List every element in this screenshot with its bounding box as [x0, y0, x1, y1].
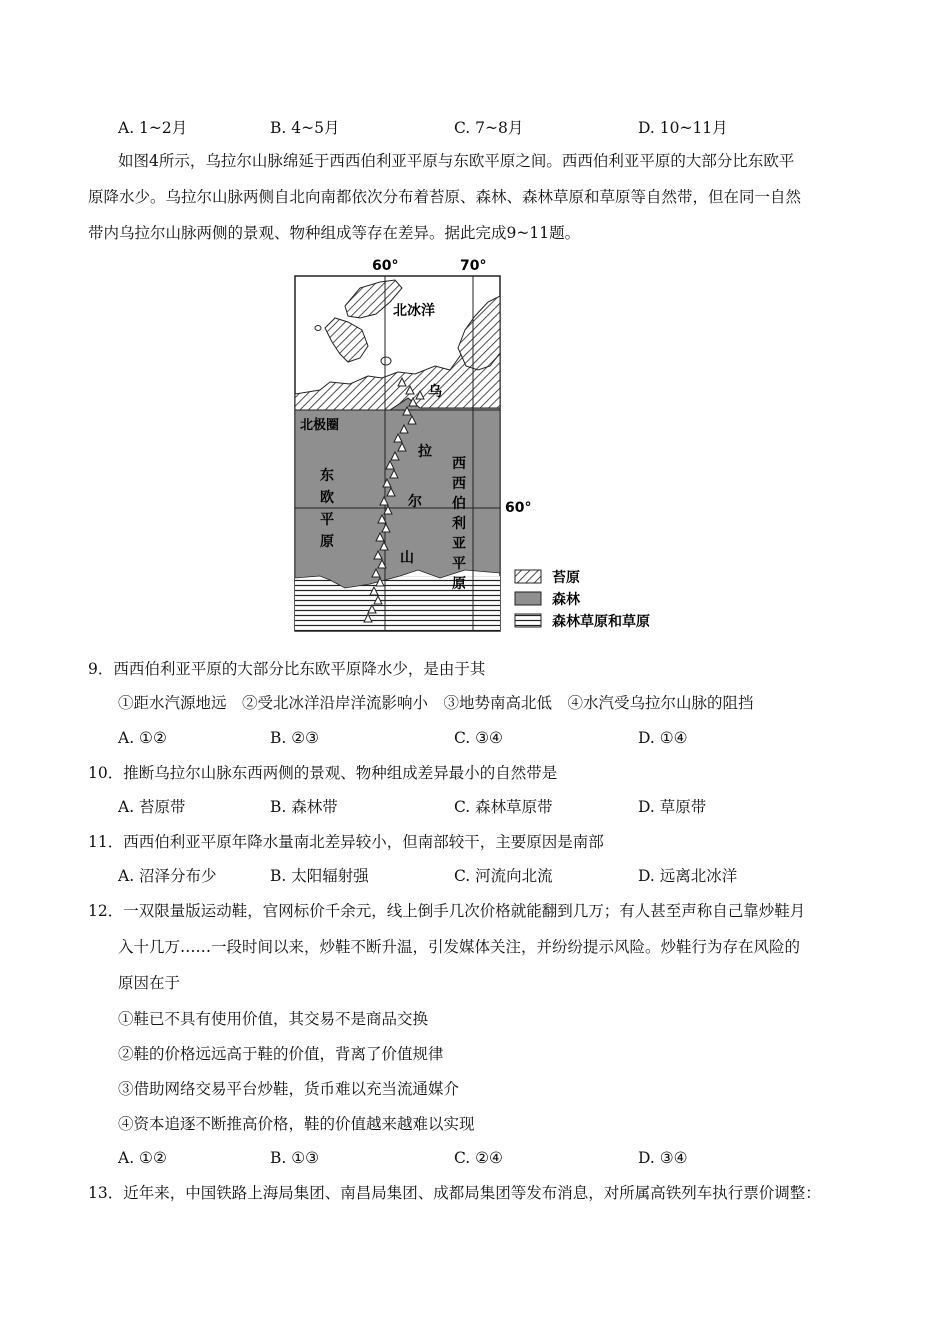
west-plain-char-5: 亚	[452, 536, 466, 552]
east-plain-char-2: 欧	[320, 490, 334, 506]
q11-stem: 11．西西伯利亚平原年降水量南北差异较小，但南部较干，主要原因是南部	[88, 833, 604, 851]
q13-stem: 13．近年来，中国铁路上海局集团、南昌局集团、成都局集团等发布消息，对所属高铁列车执行票价调整：	[88, 1184, 821, 1202]
legend-forest-label: 森林	[552, 592, 580, 608]
west-plain-char-2: 西	[452, 476, 466, 492]
q9-stem: 9．西西伯利亚平原的大部分比东欧平原降水少，是由于其	[88, 660, 486, 678]
ural-char-2: 拉	[418, 444, 432, 460]
q11-option-d: D. 远离北冰洋	[638, 867, 738, 885]
lat-60-label: 60°	[505, 500, 532, 516]
q8-option-d: D. 10~11月	[638, 119, 728, 137]
q12-item-4: ④资本追逐不断推高价格，鞋的价值越来越难以实现	[118, 1115, 475, 1133]
q9-option-c: C. ③④	[454, 729, 503, 747]
q11-option-b: B. 太阳辐射强	[270, 867, 369, 885]
q9-items: ①距水汽源地远 ②受北冰洋沿岸洋流影响小 ③地势南高北低 ④水汽受乌拉尔山脉的阻挡	[118, 694, 754, 712]
ural-char-4: 山	[400, 550, 414, 566]
q9-option-b: B. ②③	[270, 729, 320, 747]
q12-option-d: D. ③④	[638, 1149, 688, 1167]
west-plain-char-6: 平	[452, 556, 466, 572]
island-small-1	[381, 357, 391, 365]
q10-stem: 10．推断乌拉尔山脉东西两侧的景观、物种组成差异最小的自然带是	[88, 764, 558, 782]
q12-item-3: ③借助网络交易平台炒鞋，货币难以充当流通媒介	[118, 1080, 460, 1098]
q10-option-a: A. 苔原带	[118, 798, 186, 816]
legend-steppe-label: 森林草原和草原	[552, 614, 650, 630]
intro-line-3: 带内乌拉尔山脉两侧的景观、物种组成等存在差异。据此完成9~11题。	[88, 224, 581, 242]
q10-option-c: C. 森林草原带	[454, 798, 553, 816]
legend-forest-swatch	[515, 592, 541, 605]
legend-tundra-swatch	[515, 570, 541, 583]
legend-steppe-swatch	[515, 614, 541, 627]
q12-option-b: B. ①③	[270, 1149, 320, 1167]
q8-option-a: A. 1~2月	[118, 119, 188, 137]
q8-option-b: B. 4~5月	[270, 119, 340, 137]
intro-line-1: 如图4所示，乌拉尔山脉绵延于西西伯利亚平原与东欧平原之间。西西伯利亚平原的大部分比东欧平	[118, 152, 795, 170]
q9-option-d: D. ①④	[638, 729, 688, 747]
steppe-region	[295, 576, 500, 631]
east-plain-char-3: 平	[320, 512, 334, 528]
ocean-label: 北冰洋	[393, 303, 435, 319]
arctic-circle-label: 北极圈	[300, 418, 340, 433]
lon-60-label: 60°	[372, 258, 399, 274]
q11-option-a: A. 沼泽分布少	[118, 867, 217, 885]
q12-option-a: A. ①②	[118, 1149, 167, 1167]
q11-option-c: C. 河流向北流	[454, 867, 553, 885]
q12-stem-line-2: 入十几万……一段时间以来，炒鞋不断升温，引发媒体关注，并纷纷提示风险。炒鞋行为存在风险的	[118, 938, 801, 956]
lon-70-label: 70°	[460, 258, 487, 274]
east-plain-char-1: 东	[320, 468, 334, 484]
island-small-2	[315, 326, 321, 331]
q8-option-c: C. 7~8月	[454, 119, 524, 137]
q12-stem-line-1: 12．一双限量版运动鞋，官网标价千余元，线上倒手几次价格就能翻到几万；有人甚至声称自己靠炒鞋月	[88, 902, 806, 920]
west-plain-char-7: 原	[452, 576, 466, 592]
ural-map-figure	[290, 258, 690, 638]
legend-tundra-label: 苔原	[552, 570, 580, 586]
east-plain-char-4: 原	[320, 534, 334, 550]
west-plain-char-3: 伯	[452, 496, 466, 512]
intro-line-2: 原降水少。乌拉尔山脉两侧自北向南都依次分布着苔原、森林、森林草原和草原等自然带，但在同一自然	[88, 188, 802, 206]
ural-char-1: 乌	[428, 384, 442, 400]
q10-option-d: D. 草原带	[638, 798, 707, 816]
west-plain-char-1: 西	[452, 456, 466, 472]
q9-option-a: A. ①②	[118, 729, 167, 747]
q10-option-b: B. 森林带	[270, 798, 338, 816]
q12-option-c: C. ②④	[454, 1149, 503, 1167]
q12-item-2: ②鞋的价格远远高于鞋的价值，背离了价值规律	[118, 1045, 444, 1063]
west-plain-char-4: 利	[452, 516, 466, 532]
q12-stem-line-3: 原因在于	[118, 974, 181, 992]
q12-item-1: ①鞋已不具有使用价值，其交易不是商品交换	[118, 1010, 429, 1028]
ural-char-3: 尔	[408, 494, 422, 510]
